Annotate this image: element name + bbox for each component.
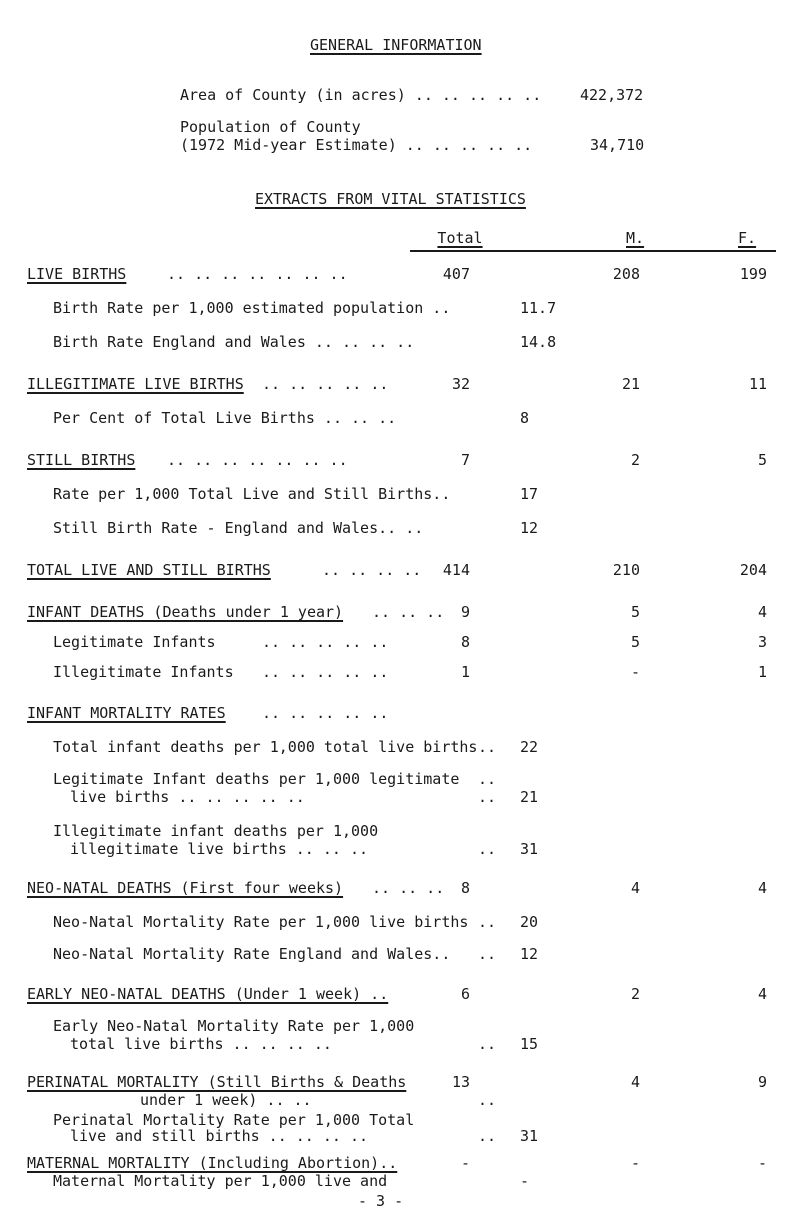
table-row-label-cont: live births .. .. .. .. .. — [70, 788, 305, 806]
population-label-1: Population of County — [180, 118, 361, 136]
cell-m: 210 — [612, 561, 640, 579]
row-dots: .. — [478, 788, 497, 806]
cell-m: 2 — [630, 451, 640, 469]
table-row-label: NEO-NATAL DEATHS (First four weeks) — [27, 879, 344, 897]
table-row-label: ILLEGITIMATE LIVE BIRTHS — [27, 375, 244, 393]
cell-f: 5 — [757, 451, 767, 469]
table-row-label-cont: live and still births .. .. .. .. — [70, 1127, 369, 1145]
table-row-label: Per Cent of Total Live Births .. .. .. — [53, 409, 397, 427]
cell-rate: 31 — [520, 840, 539, 858]
cell-m: - — [630, 663, 640, 681]
table-row-label: Perinatal Mortality Rate per 1,000 Total — [53, 1111, 415, 1129]
cell-f: 11 — [748, 375, 767, 393]
cell-m: 5 — [630, 633, 640, 651]
row-dots: .. — [478, 1035, 497, 1053]
cell-total: 414 — [442, 561, 470, 579]
cell-rate: 21 — [520, 788, 539, 806]
table-row-label: INFANT DEATHS (Deaths under 1 year) — [27, 603, 344, 621]
cell-total: 6 — [460, 985, 470, 1003]
cell-rate: 20 — [520, 913, 539, 931]
row-dots: .. .. .. .. .. — [262, 704, 389, 722]
cell-total: - — [460, 1154, 470, 1172]
cell-f: 199 — [739, 265, 767, 283]
cell-m: 2 — [630, 985, 640, 1003]
table-row-label: MATERNAL MORTALITY (Including Abortion).. — [27, 1154, 398, 1172]
table-row-label: LIVE BIRTHS — [27, 265, 127, 283]
cell-f: 1 — [757, 663, 767, 681]
cell-f: 4 — [757, 985, 767, 1003]
table-row-label: Birth Rate per 1,000 estimated population .. — [53, 299, 451, 317]
cell-rate: 31 — [520, 1127, 539, 1145]
cell-m: 21 — [621, 375, 640, 393]
row-dots: .. .. .. — [372, 879, 445, 897]
table-row-label: Illegitimate Infants — [53, 663, 234, 681]
cell-rate: 22 — [520, 738, 539, 756]
cell-total: 32 — [451, 375, 470, 393]
table-row-label: TOTAL LIVE AND STILL BIRTHS — [27, 561, 271, 579]
table-row-label: Illegitimate infant deaths per 1,000 — [53, 822, 379, 840]
row-dots: .. — [478, 738, 497, 756]
page-title: GENERAL INFORMATION — [310, 36, 482, 54]
table-row-label: STILL BIRTHS — [27, 451, 136, 469]
table-row-label: Birth Rate England and Wales .. .. .. .. — [53, 333, 415, 351]
cell-f: 4 — [757, 603, 767, 621]
table-row-label: Maternal Mortality per 1,000 live and — [53, 1172, 388, 1190]
table-row-label: Still Birth Rate - England and Wales.. .. — [53, 519, 424, 537]
page-number: - 3 - — [358, 1192, 404, 1210]
population-value: 34,710 — [590, 136, 645, 154]
table-row-label: Early Neo-Natal Mortality Rate per 1,000 — [53, 1017, 415, 1035]
header-rule — [410, 250, 776, 252]
row-dots: .. — [478, 1127, 497, 1145]
row-dots: .. — [478, 945, 497, 963]
row-dots: .. .. .. .. .. — [262, 375, 389, 393]
cell-total: 13 — [451, 1073, 470, 1091]
cell-rate: 17 — [520, 485, 539, 503]
table-row-label: PERINATAL MORTALITY (Still Births & Deaths — [27, 1073, 407, 1091]
table-row-label: INFANT MORTALITY RATES — [27, 704, 226, 722]
table-row-label: Total infant deaths per 1,000 total live births — [53, 738, 478, 756]
row-dots: .. .. .. .. .. — [262, 663, 389, 681]
cell-total: 9 — [460, 603, 470, 621]
cell-f: 204 — [739, 561, 767, 579]
cell-m: 4 — [630, 1073, 640, 1091]
extracts-title: EXTRACTS FROM VITAL STATISTICS — [255, 190, 526, 208]
table-row-label: Legitimate Infant deaths per 1,000 legitimate — [53, 770, 460, 788]
cell-total: 1 — [460, 663, 470, 681]
col-total-header: Total — [437, 229, 483, 247]
cell-rate: 14.8 — [520, 333, 557, 351]
cell-m: - — [630, 1154, 640, 1172]
cell-rate: 12 — [520, 945, 539, 963]
cell-f: 4 — [757, 879, 767, 897]
cell-rate: 15 — [520, 1035, 539, 1053]
row-dots: .. — [478, 1091, 497, 1109]
row-dots: .. .. .. .. — [322, 561, 422, 579]
row-dots: .. .. .. .. .. .. .. — [167, 265, 348, 283]
col-f-header: F. — [738, 229, 757, 247]
cell-rate: - — [520, 1172, 530, 1190]
area-label: Area of County (in acres) .. .. .. .. .. — [180, 86, 542, 104]
cell-m: 5 — [630, 603, 640, 621]
table-row-label: Neo-Natal Mortality Rate England and Wales.. — [53, 945, 451, 963]
row-dots: .. — [478, 770, 497, 788]
cell-total: 8 — [460, 633, 470, 651]
row-dots: .. .. .. — [372, 603, 445, 621]
table-row-label-cont: under 1 week) .. .. — [140, 1091, 312, 1109]
cell-f: - — [757, 1154, 767, 1172]
cell-total: 7 — [460, 451, 470, 469]
col-m-header: M. — [626, 229, 645, 247]
row-dots: .. — [478, 913, 497, 931]
cell-m: 208 — [612, 265, 640, 283]
cell-rate: 8 — [520, 409, 530, 427]
row-dots: .. — [478, 840, 497, 858]
table-row-label: Neo-Natal Mortality Rate per 1,000 live births — [53, 913, 469, 931]
cell-rate: 12 — [520, 519, 539, 537]
cell-f: 9 — [757, 1073, 767, 1091]
table-row-label: Legitimate Infants — [53, 633, 216, 651]
row-dots: .. .. .. .. .. — [262, 633, 389, 651]
table-row-label: EARLY NEO-NATAL DEATHS (Under 1 week) .. — [27, 985, 389, 1003]
table-row-label-cont: illegitimate live births .. .. .. — [70, 840, 369, 858]
table-row-label: Rate per 1,000 Total Live and Still Births.. — [53, 485, 451, 503]
area-value: 422,372 — [580, 86, 644, 104]
table-row-label-cont: total live births .. .. .. .. — [70, 1035, 332, 1053]
cell-rate: 11.7 — [520, 299, 557, 317]
row-dots: .. .. .. .. .. .. .. — [167, 451, 348, 469]
population-label-2: (1972 Mid-year Estimate) .. .. .. .. .. — [180, 136, 533, 154]
cell-f: 3 — [757, 633, 767, 651]
cell-total: 8 — [460, 879, 470, 897]
cell-total: 407 — [442, 265, 470, 283]
cell-m: 4 — [630, 879, 640, 897]
